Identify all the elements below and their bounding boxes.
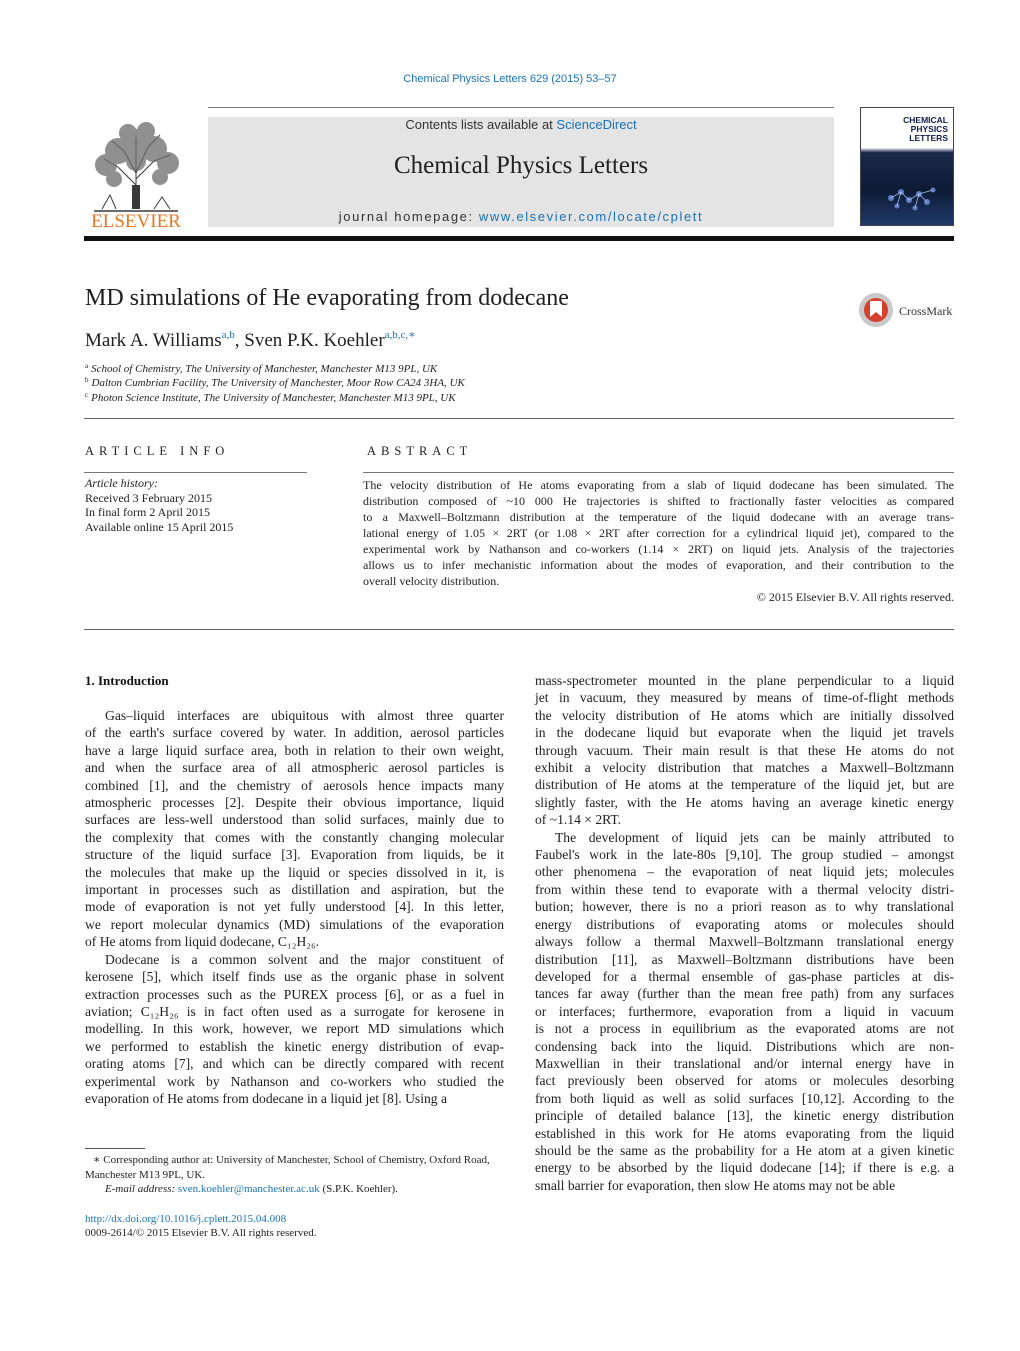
text-line: to a Maxwell–Boltzmann distribution at the temperature of the liquid dodecane with an average trans- <box>363 510 954 524</box>
text-line: surfaces are less-well understood than solid surfaces, mainly due to <box>85 812 504 828</box>
email-link[interactable]: sven.koehler@manchester.ac.uk <box>177 1183 320 1195</box>
final-form-date: In final form 2 April 2015 <box>85 505 210 519</box>
text-line: is not a process in equilibrium as the evaporated atoms are not <box>535 1021 954 1037</box>
text-line: atmospheric processes [2]. Despite their obvious importance, liquid <box>85 795 504 811</box>
text-line: combined [1], and the chemistry of aerosols hence impacts many <box>85 777 504 793</box>
text-line: of He atoms from liquid dodecane, C₁₂H₂₆. <box>85 934 320 950</box>
divider <box>84 629 954 630</box>
copyright-notice: © 2015 Elsevier B.V. All rights reserved. <box>756 590 954 604</box>
crossmark-badge[interactable] <box>857 291 957 329</box>
text-line: established in this work for He atoms evaporating from the liquid <box>535 1125 954 1141</box>
homepage-prefix: journal homepage: <box>338 209 479 224</box>
text-line: distribution composed of ~10 000 He trajectories is shifted to fractionally faster velocities as compared <box>363 494 954 508</box>
text-line: lational energy of 1.05 × 2RT (or 1.08 × 2RT after correction for a cylindrical liquid jet), compared to the <box>363 526 954 540</box>
text-line: should be the same as the probability for a He atom at a given kinetic <box>535 1142 954 1158</box>
body-column-right <box>535 672 954 1194</box>
text-line: Gas–liquid interfaces are ubiquitous with almost three quarter <box>105 708 504 723</box>
sciencedirect-link[interactable]: ScienceDirect <box>556 117 637 132</box>
text-line: extraction processes such as the PUREX process [6], or as a fuel in <box>85 986 504 1002</box>
text-line: of the earth's surface covered by water. In addition, aerosol particles <box>85 725 504 741</box>
body-column-left <box>85 707 504 1107</box>
text-line: fact previously been observed for atoms or molecules desorbing <box>535 1073 954 1089</box>
text-line: Dodecane is a common solvent and the major constituent of <box>105 951 504 967</box>
text-line: experimental work by Nathanson and co-workers (1.14 × 2RT) on liquid jets. Analysis of the trajectories <box>363 542 954 556</box>
text-line: evaporation of He atoms from dodecane in a liquid jet [8]. Using a <box>85 1090 448 1106</box>
affiliation-b: $^b$ Dalton Cumbrian Facility, The University of Manchester, Moor Row CA24 3HA, UK <box>85 376 465 389</box>
text-line: the complexity that comes with the constantly changing molecular <box>85 829 504 845</box>
email-label: E-mail address: <box>105 1183 178 1195</box>
header-top-rule <box>208 107 834 108</box>
text-line: distribution of He atoms at the temperature of the liquid jet, but are <box>535 777 954 793</box>
text-line: tances far away (further than the mean free path) from any surfaces <box>535 986 954 1002</box>
journal-title: Chemical Physics Letters <box>393 152 649 179</box>
contents-prefix: Contents lists available at <box>405 117 557 132</box>
text-line: the velocity distribution of He atoms which are initially dissolved <box>535 707 954 723</box>
text-line: bution; however, there is no a priori reason as to why translational <box>535 899 954 915</box>
article-info-heading: ARTICLE INFO <box>85 444 230 458</box>
homepage-link[interactable]: www.elsevier.com/locate/cplett <box>478 209 704 224</box>
divider <box>363 472 954 473</box>
text-line: important in processes such as distillation and aspiration, but the <box>85 882 504 898</box>
text-line: overall velocity distribution. <box>363 574 500 588</box>
author-2[interactable]: Sven P.K. Koehler$^{a,b,c,∗}$ <box>244 329 416 351</box>
text-line: slightly faster, with the He atoms having an average kinetic energy <box>535 794 954 810</box>
email-suffix: (S.P.K. Koehler). <box>319 1183 398 1195</box>
text-line: energy distributions of evaporating atoms or molecules should <box>535 916 954 932</box>
abstract-text <box>363 477 954 589</box>
text-line: structure of the liquid surface [3]. Evaporation from liquids, be it <box>85 847 504 863</box>
text-line: and when the surface area of all atmospheric aerosol particles is <box>85 760 504 776</box>
doi-link[interactable]: http://dx.doi.org/10.1016/j.cplett.2015.04.008 <box>85 1213 287 1225</box>
text-line: jet in vacuum, they measured by means of time-of-flight methods <box>535 690 954 706</box>
text-line: allows us to infer mechanistic information about the modes of evaporation, and their contribution to the <box>363 558 954 572</box>
text-line: orating atoms [7], and which can be directly compared with recent <box>85 1056 504 1072</box>
text-line: aviation; C₁₂H₂₆ is in fact often used as a surrogate for kerosene in <box>85 1003 504 1019</box>
received-date: Received 3 February 2015 <box>85 490 212 505</box>
elsevier-logo <box>84 115 188 230</box>
cover-title: CHEMICAL PHYSICS LETTERS <box>903 115 948 143</box>
publisher-logo-text: ELSEVIER <box>91 211 181 230</box>
text-line: Faubel's work in the late-80s [9,10]. The group studied – amongst <box>535 847 954 863</box>
article-history <box>85 476 233 534</box>
text-line: small barrier for evaporation, then slow He atoms may not be able <box>535 1177 896 1193</box>
author-1[interactable]: Mark A. Williams$^{a,b}$ <box>85 329 235 351</box>
issn-line: 0009-2614/© 2015 Elsevier B.V. All rights reserved. <box>85 1227 317 1239</box>
homepage-line <box>208 209 834 224</box>
text-line: other phenomena – the evaporation of neat liquid jets; molecules <box>535 864 954 880</box>
text-line: principle of detailed balance [13], the kinetic energy distribution <box>535 1108 954 1124</box>
text-line: kerosene [5], which itself finds use as the organic phase in solvent <box>85 969 504 985</box>
header-bottom-rule <box>84 236 954 241</box>
journal-reference[interactable]: Chemical Physics Letters 629 (2015) 53–57 <box>403 73 617 85</box>
affiliation-c: $^c$ Photon Science Institute, The University of Manchester, Manchester M13 9PL, UK <box>85 391 456 404</box>
text-line: from both liquid as well as solid surfaces [10,12]. According to the <box>535 1090 954 1106</box>
text-line: mass-spectrometer mounted in the plane perpendicular to a liquid <box>535 673 954 688</box>
text-line: developed for a thermal ensemble of gas-phase particles at dis- <box>535 968 954 984</box>
text-line: The development of liquid jets can be mainly attributed to <box>555 829 954 845</box>
author-list: Mark A. Williams$^{a,b}$, Sven P.K. Koehler$^{a,b,c,∗}$ <box>85 329 416 351</box>
text-line: in the dodecane liquid but evaporate when the liquid jet travels <box>535 725 954 741</box>
text-line: exhibit a velocity distribution that matches a Maxwell–Boltzmann <box>535 760 954 776</box>
text-line: we performed to establish the kinetic energy distribution of evap- <box>85 1038 504 1054</box>
text-line: the molecules that make up the liquid or species dissolved in it, is <box>85 864 504 880</box>
article-title: MD simulations of He evaporating from dodecane <box>85 285 569 311</box>
text-line: energy to be absorbed by the liquid dodecane [14]; if there is e.g. a <box>535 1160 954 1176</box>
footnote <box>85 1153 504 1197</box>
divider <box>84 472 307 473</box>
text-line: always follow a thermal Maxwell–Boltzmann translational energy <box>535 934 954 950</box>
text-line: mode of evaporation is not yet fully understood [4]. In this letter, <box>85 899 504 915</box>
text-line: we report molecular dynamics (MD) simulations of the evaporation <box>85 916 504 932</box>
footnote-rule <box>85 1148 145 1149</box>
online-date: Available online 15 April 2015 <box>85 519 234 534</box>
text-line: The velocity distribution of He atoms evaporating from a slab of liquid dodecane has been simulated. The <box>363 478 954 492</box>
text-line: distribution [11], as Maxwell–Boltzmann distributions have been <box>535 951 954 967</box>
cover-artwork <box>861 168 954 226</box>
journal-cover-image[interactable] <box>860 107 954 226</box>
text-line: have a large liquid surface area, both in relation to their own weight, <box>85 742 504 758</box>
text-line: Maxwellian in their translational and/or internal energy have in <box>535 1055 954 1071</box>
abstract-heading: ABSTRACT <box>367 444 473 458</box>
text-line: of ~1.14 × 2RT. <box>535 812 622 828</box>
text-line: or interfaces; furthermore, evaporation from a liquid in vacuum <box>535 1003 954 1019</box>
history-label: Article history: <box>85 476 158 490</box>
divider <box>84 418 954 419</box>
text-line: experimental work by Nathanson and co-workers who studied the <box>85 1073 504 1089</box>
section-heading: 1. Introduction <box>85 673 169 688</box>
contents-line <box>208 117 834 132</box>
affiliation-a: $^a$ School of Chemistry, The University of Manchester, Manchester M13 9PL, UK <box>85 362 438 375</box>
text-line: modelling. In this work, however, we report MD simulations which <box>85 1021 504 1037</box>
text-line: from within these tend to evaporate with a thermal velocity distri- <box>535 881 954 897</box>
crossmark-label: CrossMark <box>899 304 953 318</box>
corresponding-author-note: ∗ Corresponding author at: University of Manchester, School of Chemistry, Oxford Road, Manchester M13 9PL, UK. <box>85 1154 490 1181</box>
text-line: condensing back into the liquid. Distributions which are non- <box>535 1038 954 1054</box>
text-line: through vacuum. Their main result is that these He atoms do not <box>535 742 954 758</box>
